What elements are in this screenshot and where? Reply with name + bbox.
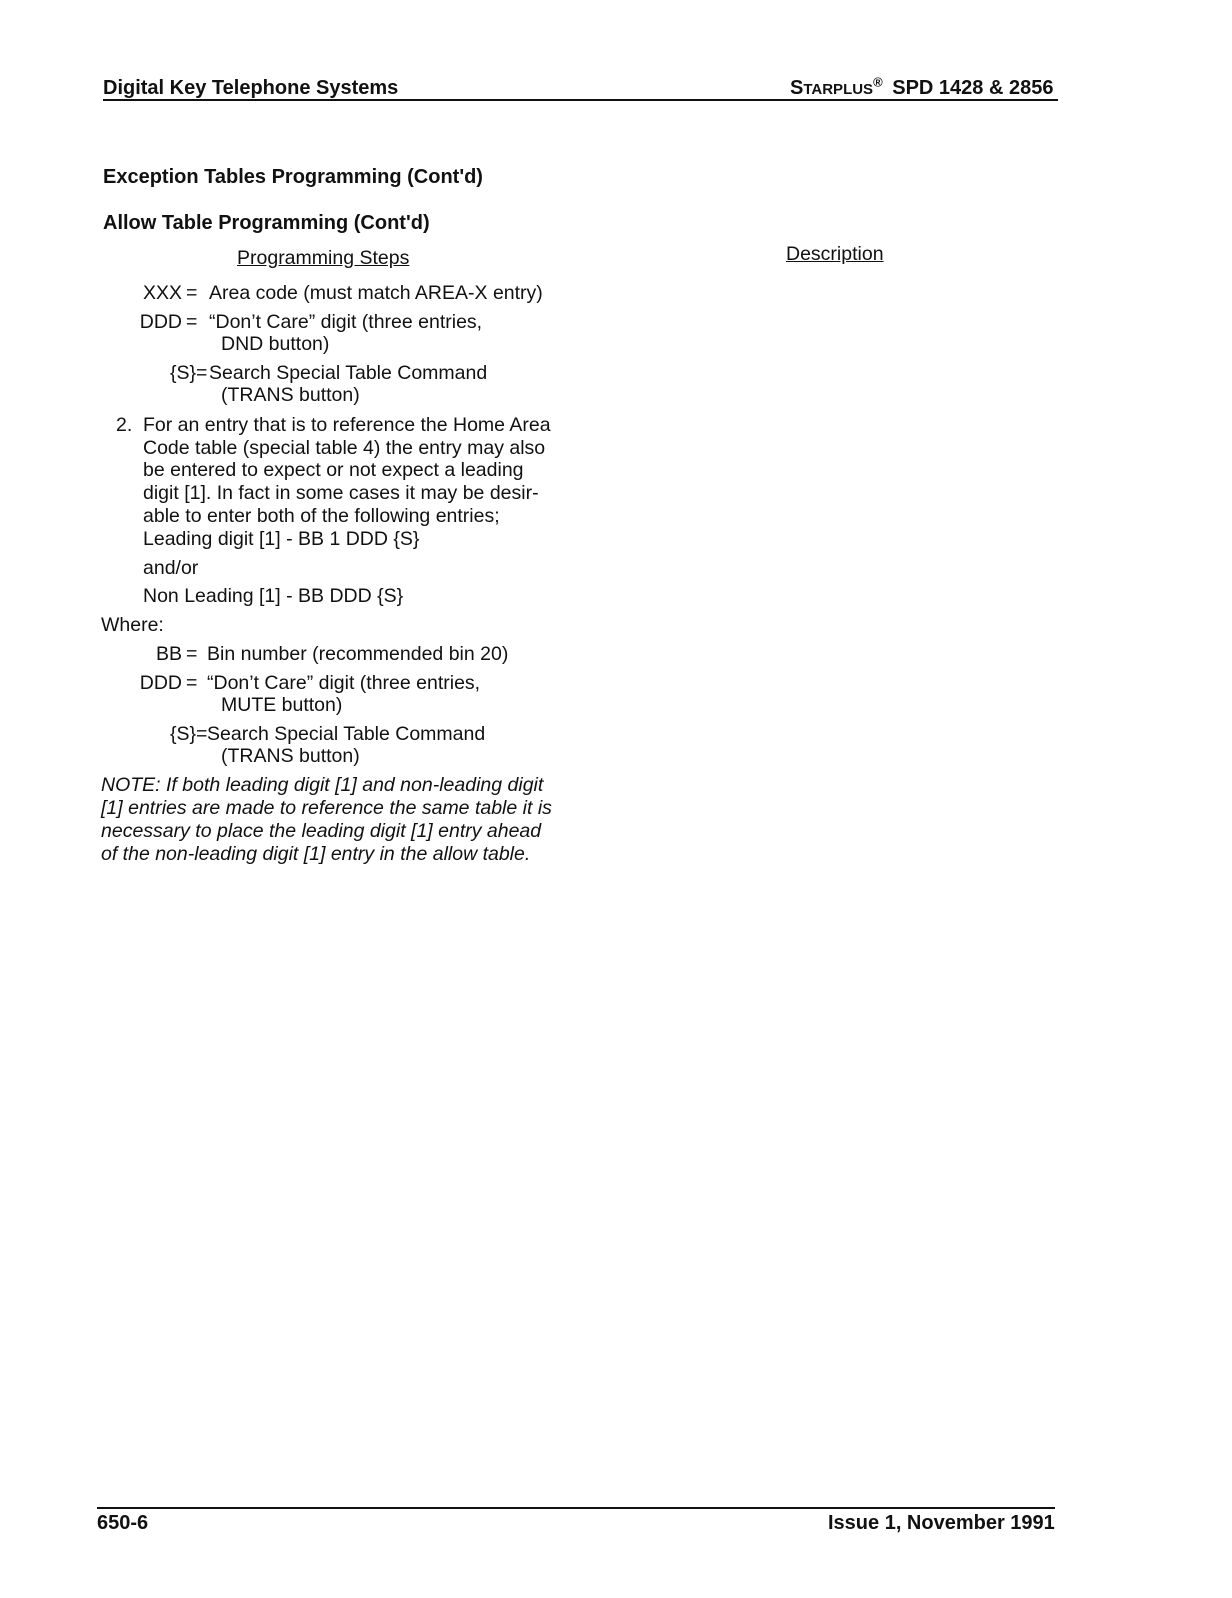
brand-first-letter: S	[790, 77, 804, 99]
definition-term: DDD	[139, 311, 182, 333]
subsection-title: Allow Table Programming (Cont'd)	[103, 212, 430, 234]
footer-page-number: 650-6	[97, 1512, 149, 1534]
registered-mark: ®	[873, 74, 883, 90]
column-header-description: Description	[786, 243, 884, 265]
definition-equals: =	[196, 723, 208, 745]
and-or: and/or	[143, 557, 199, 579]
definition-text: DND button)	[221, 333, 330, 355]
definition-text: (TRANS button)	[221, 745, 360, 767]
note-line: necessary to place the leading digit [1] entry ahead	[101, 820, 542, 842]
definition-text: MUTE button)	[221, 694, 343, 716]
step-number: 2.	[116, 414, 133, 436]
definition-term: BB	[155, 643, 182, 665]
definition-term: {S}	[169, 723, 196, 745]
definition-equals: =	[186, 311, 198, 333]
step-line: able to enter both of the following entries;	[143, 504, 500, 527]
non-leading-entry: Non Leading [1] - BB DDD {S}	[143, 585, 404, 607]
definition-text: “Don’t Care” digit (three entries,	[209, 311, 483, 333]
note	[101, 774, 561, 866]
where-label: Where:	[101, 614, 164, 636]
note-line: [1] entries are made to reference the same table it is	[101, 797, 552, 819]
header-left: Digital Key Telephone Systems	[103, 77, 399, 99]
footer-rule	[97, 1507, 1055, 1509]
definition-equals: =	[186, 643, 198, 665]
definition-text: Search Special Table Command	[209, 362, 488, 384]
brand-rest: TARPLUS	[803, 81, 874, 98]
definition-text: (TRANS button)	[221, 384, 360, 406]
header-right	[790, 74, 1054, 100]
definition-equals: =	[186, 282, 198, 304]
definition-term: XXX	[142, 282, 182, 304]
definition-text: Area code (must match AREA-X entry)	[209, 282, 543, 304]
definition-term: {S}	[169, 362, 196, 384]
definition-text: “Don’t Care” digit (three entries,	[207, 672, 481, 694]
model-number: SPD 1428 & 2856	[892, 77, 1054, 99]
step-line: Leading digit [1] - BB 1 DDD {S}	[143, 527, 420, 550]
step-2-body	[143, 414, 553, 550]
section-title: Exception Tables Programming (Cont'd)	[103, 166, 483, 188]
note-line: of the non-leading digit [1] entry in the allow table.	[101, 843, 531, 865]
definition-equals: =	[186, 672, 198, 694]
definition-text: Bin number (recommended bin 20)	[207, 643, 509, 665]
definition-text: Search Special Table Command	[207, 723, 486, 745]
definition-term: DDD	[139, 672, 182, 694]
step-line: digit [1]. In fact in some cases it may be desir-	[143, 482, 539, 505]
note-line: NOTE: If both leading digit [1] and non-leading digit	[101, 774, 544, 796]
footer-issue: Issue 1, November 1991	[828, 1512, 1055, 1534]
column-header-steps: Programming Steps	[237, 247, 410, 269]
definition-equals: =	[196, 362, 208, 384]
step-line: For an entry that is to reference the Home Area	[143, 414, 551, 436]
step-line: Code table (special table 4) the entry may also	[143, 436, 546, 459]
step-line: be entered to expect or not expect a leading	[143, 459, 524, 482]
header-rule	[103, 99, 1058, 101]
